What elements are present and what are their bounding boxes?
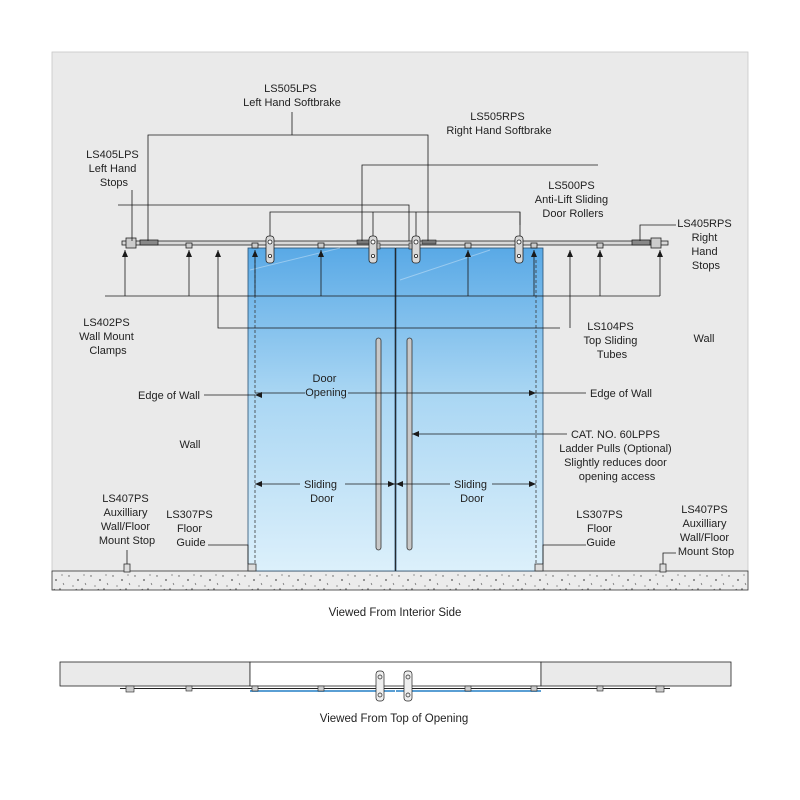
caption-top-view: Viewed From Top of Opening xyxy=(319,713,469,725)
right-sliding-door-glass xyxy=(396,248,543,571)
label-wall-right: Wall xyxy=(693,333,715,345)
left-floor-guide xyxy=(248,564,256,571)
top-sliding-tube xyxy=(122,241,668,245)
right-floor-guide xyxy=(535,564,543,571)
right-ladder-pull xyxy=(407,338,412,550)
floor xyxy=(52,571,748,590)
label-ls405lps: LS405LPS Left Hand Stops xyxy=(86,149,139,189)
label-ls307ps-left: LS307PS Floor Guide xyxy=(166,509,213,549)
left-sliding-door-glass xyxy=(248,248,395,571)
left-ladder-pull xyxy=(376,338,381,550)
label-edge-of-wall-right: Edge of Wall xyxy=(590,388,652,400)
label-ls407ps-left: LS407PS Auxilliary Wall/Floor Mount Stop xyxy=(98,493,156,547)
label-ladder-pulls: CAT. NO. 60LPPS Ladder Pulls (Optional) Slightly reduces door opening access xyxy=(559,429,672,483)
label-sliding-door-right: Sliding Door xyxy=(453,479,487,505)
label-wall-left: Wall xyxy=(179,439,201,451)
label-door-opening: Door Opening xyxy=(305,373,347,399)
caption-interior-view: Viewed From Interior Side xyxy=(328,607,462,619)
label-ls402ps: LS402PS Wall Mount Clamps xyxy=(79,317,134,357)
label-edge-of-wall-left: Edge of Wall xyxy=(138,390,200,402)
label-ls104ps: LS104PS Top Sliding Tubes xyxy=(583,321,638,361)
label-ls407ps-right: LS407PS Auxilliary Wall/Floor Mount Stop xyxy=(677,504,735,558)
top-view xyxy=(60,662,731,701)
label-ls505rps: LS505RPS Right Hand Softbrake xyxy=(446,111,552,137)
label-ls500ps: LS500PS Anti-Lift Sliding Door Rollers xyxy=(534,180,609,220)
label-ls307ps-right: LS307PS Floor Guide xyxy=(576,509,623,549)
label-sliding-door-left: Sliding Door xyxy=(303,479,337,505)
label-ls405rps: LS405RPS Right Hand Stops xyxy=(677,218,732,272)
left-aux-mount-stop xyxy=(124,564,130,572)
label-ls505lps: LS505LPS Left Hand Softbrake xyxy=(243,83,341,109)
right-aux-mount-stop xyxy=(660,564,666,572)
